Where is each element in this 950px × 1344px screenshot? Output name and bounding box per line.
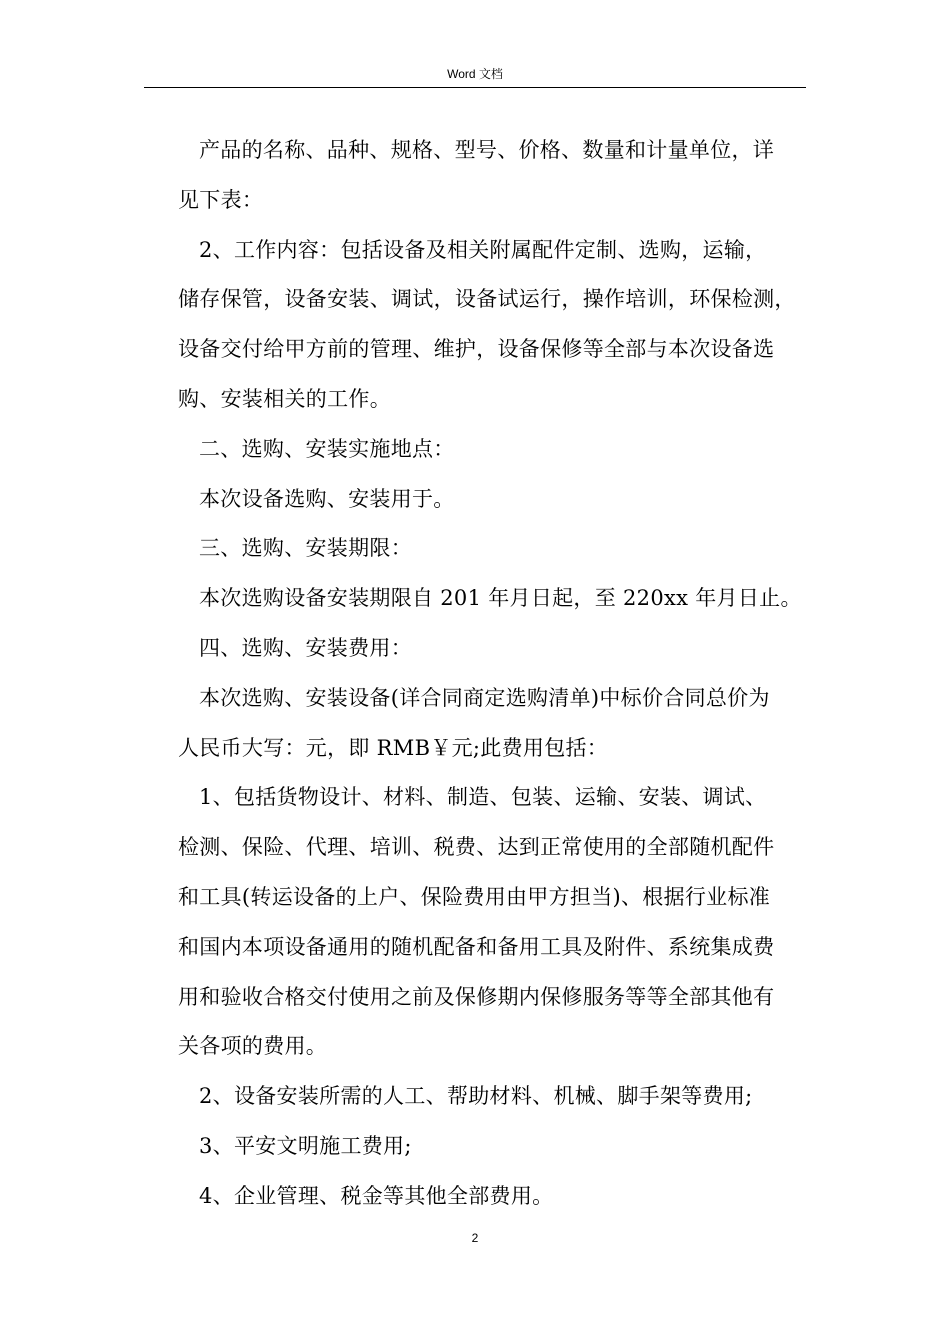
section-heading: 四、选购、安装费用： xyxy=(199,635,412,660)
body-line: 关各项的费用。 xyxy=(178,1034,328,1059)
body-line: 4、企业管理、税金等其他全部费用。 xyxy=(199,1183,554,1208)
page-number: 2 xyxy=(471,1231,479,1245)
section-heading: 三、选购、安装期限： xyxy=(199,536,412,561)
body-line: 本次设备选购、安装用于。 xyxy=(199,486,455,511)
body-line: 本次选购设备安装期限自 201 年月日起，至 220xx 年月日止。 xyxy=(199,586,802,611)
body-line: 3、平安文明施工费用; xyxy=(199,1133,412,1158)
header-divider xyxy=(144,87,806,88)
document-body xyxy=(178,126,808,1222)
body-line: 本次选购、安装设备(详合同商定选购清单)中标价合同总价为 xyxy=(199,685,770,710)
section-heading: 二、选购、安装实施地点： xyxy=(199,436,455,461)
body-line: 1、包括货物设计、材料、制造、包装、运输、安装、调试、 xyxy=(199,785,767,810)
body-line: 见下表： xyxy=(178,187,264,212)
body-line: 购、安装相关的工作。 xyxy=(178,386,391,411)
body-line: 储存保管，设备安装、调试，设备试运行，操作培训，环保检测， xyxy=(178,287,796,312)
body-line: 用和验收合格交付使用之前及保修期内保修服务等等全部其他有 xyxy=(178,984,775,1009)
body-line: 2、设备安装所需的人工、帮助材料、机械、脚手架等费用; xyxy=(199,1084,753,1109)
body-line: 产品的名称、品种、规格、型号、价格、数量和计量单位，详 xyxy=(199,138,775,162)
body-line: 和国内本项设备通用的随机配备和备用工具及附件、系统集成费 xyxy=(178,934,775,959)
page-header: Word 文档 xyxy=(447,67,503,81)
body-line: 人民币大写：元，即 RMB￥元;此费用包括： xyxy=(178,735,609,760)
body-line: 和工具(转运设备的上户、保险费用由甲方担当)、根据行业标准 xyxy=(178,884,771,909)
body-line: 检测、保险、代理、培训、税费、达到正常使用的全部随机配件 xyxy=(178,835,775,860)
body-line: 2、工作内容：包括设备及相关附属配件定制、选购，运输， xyxy=(199,237,767,262)
body-line: 设备交付给甲方前的管理、维护，设备保修等全部与本次设备选 xyxy=(178,337,775,362)
